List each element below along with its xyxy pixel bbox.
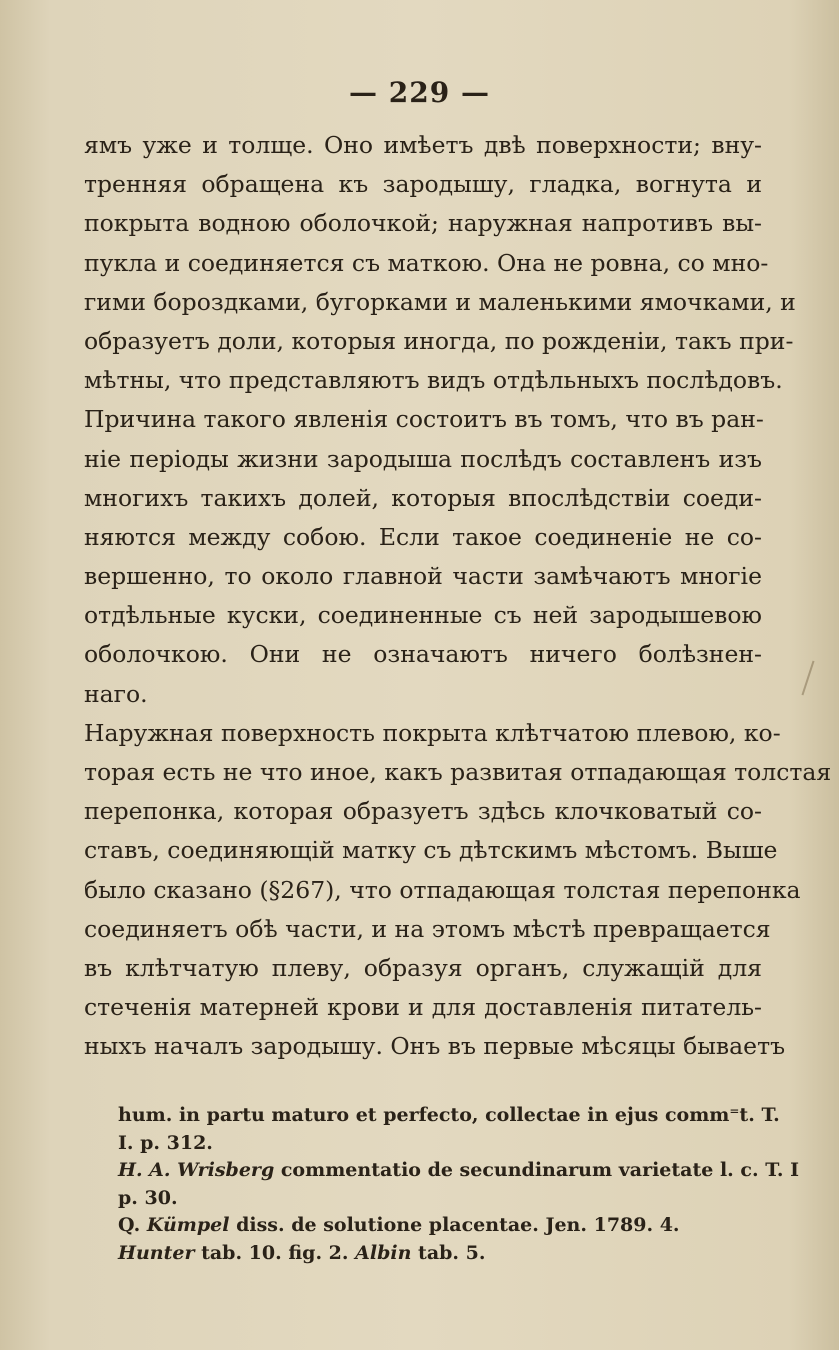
footnote-author: Hunter bbox=[118, 1241, 195, 1264]
text-line: было сказано (§267), что отпадающая толстая перепонка bbox=[84, 875, 801, 904]
footnote-author: Kümpel bbox=[140, 1214, 230, 1236]
text-line: покрыта водною оболочкой; наружная напротивъ вы- bbox=[84, 209, 762, 238]
text-line: тренняя обращена къ зародышу, гладка, вогнута и bbox=[84, 170, 762, 199]
text-line: няются между собою. Если такое соединеніе не со- bbox=[84, 522, 762, 551]
page-number: — 229 — bbox=[349, 76, 490, 109]
footnote-line: I. p. 312. bbox=[118, 1131, 213, 1154]
footnotes bbox=[118, 1102, 799, 1267]
main-text bbox=[84, 126, 832, 1067]
text-line: пукла и соединяется съ маткою. Она не ровна, со мно- bbox=[84, 248, 769, 277]
footnote-text: commentatio de secundinarum varietate l. c. T. I bbox=[274, 1159, 799, 1181]
footnote-line bbox=[118, 1212, 766, 1240]
paper-mark bbox=[801, 661, 814, 696]
text-line: торая есть не что иное, какъ развитая отпадающая толстая bbox=[84, 758, 832, 786]
footnote-text: diss. de solutione placentae. Jen. 1789. 4. bbox=[229, 1214, 680, 1236]
text-line: оболочкою. Они не означаютъ ничего болѣзнен- bbox=[84, 640, 762, 669]
text-line: ныхъ началъ зародышу. Онъ въ первые мѣсяцы бываетъ bbox=[84, 1032, 786, 1061]
text-line: ставъ, соединяющій матку съ дѣтскимъ мѣстомъ. Выше bbox=[84, 836, 778, 865]
footnote-text: tab. 5. bbox=[411, 1241, 486, 1264]
footnote-line: p. 30. bbox=[118, 1186, 178, 1209]
text-line: отдѣльные куски, соединенные съ ней зародышевою bbox=[84, 601, 762, 630]
text-line: образуетъ доли, которыя иногда, по рожденіи, такъ при- bbox=[84, 326, 794, 355]
footnote-line: hum. in partu maturo et perfecto, collectae in ejus comm⁼t. T. bbox=[118, 1104, 780, 1126]
footnote-text: tab. 10. fig. 2. bbox=[194, 1241, 356, 1264]
footnote-line bbox=[118, 1240, 766, 1268]
text-line: гими бороздками, бугорками и маленькими ямочками, и bbox=[84, 287, 796, 316]
footnote-author: H. A. Wrisberg bbox=[118, 1159, 275, 1181]
text-line: перепонка, которая образуетъ здѣсь клочковатый со- bbox=[84, 797, 762, 826]
text-line: ямъ уже и толще. Оно имѣетъ двѣ поверхности; вну- bbox=[84, 131, 762, 159]
text-line: наго. bbox=[84, 679, 148, 708]
text-line: мѣтны, что представляютъ видъ отдѣльныхъ послѣдовъ. bbox=[84, 366, 783, 395]
text-line: ніе періоды жизни зародыша послѣдъ составленъ изъ bbox=[84, 444, 762, 473]
footnote-marker: Q. bbox=[118, 1214, 141, 1236]
text-line: Наружная поверхность покрыта клѣтчатою плевою, ко- bbox=[84, 718, 781, 747]
footnote-author: Albin bbox=[355, 1241, 412, 1264]
footnote-line bbox=[118, 1157, 799, 1185]
text-line: стеченія матерней крови и для доставленія питатель- bbox=[84, 993, 762, 1022]
text-line: въ клѣтчатую плеву, образуя органъ, служащій для bbox=[84, 953, 762, 982]
text-line: Причина такого явленія состоитъ въ томъ, что въ ран- bbox=[84, 405, 764, 434]
text-line: соединяетъ обѣ части, и на этомъ мѣстѣ превращается bbox=[84, 914, 771, 943]
text-line: вершенно, то около главной части замѣчаютъ многіе bbox=[84, 562, 762, 591]
text-line: многихъ такихъ долей, которыя впослѣдствіи соеди- bbox=[84, 483, 762, 512]
